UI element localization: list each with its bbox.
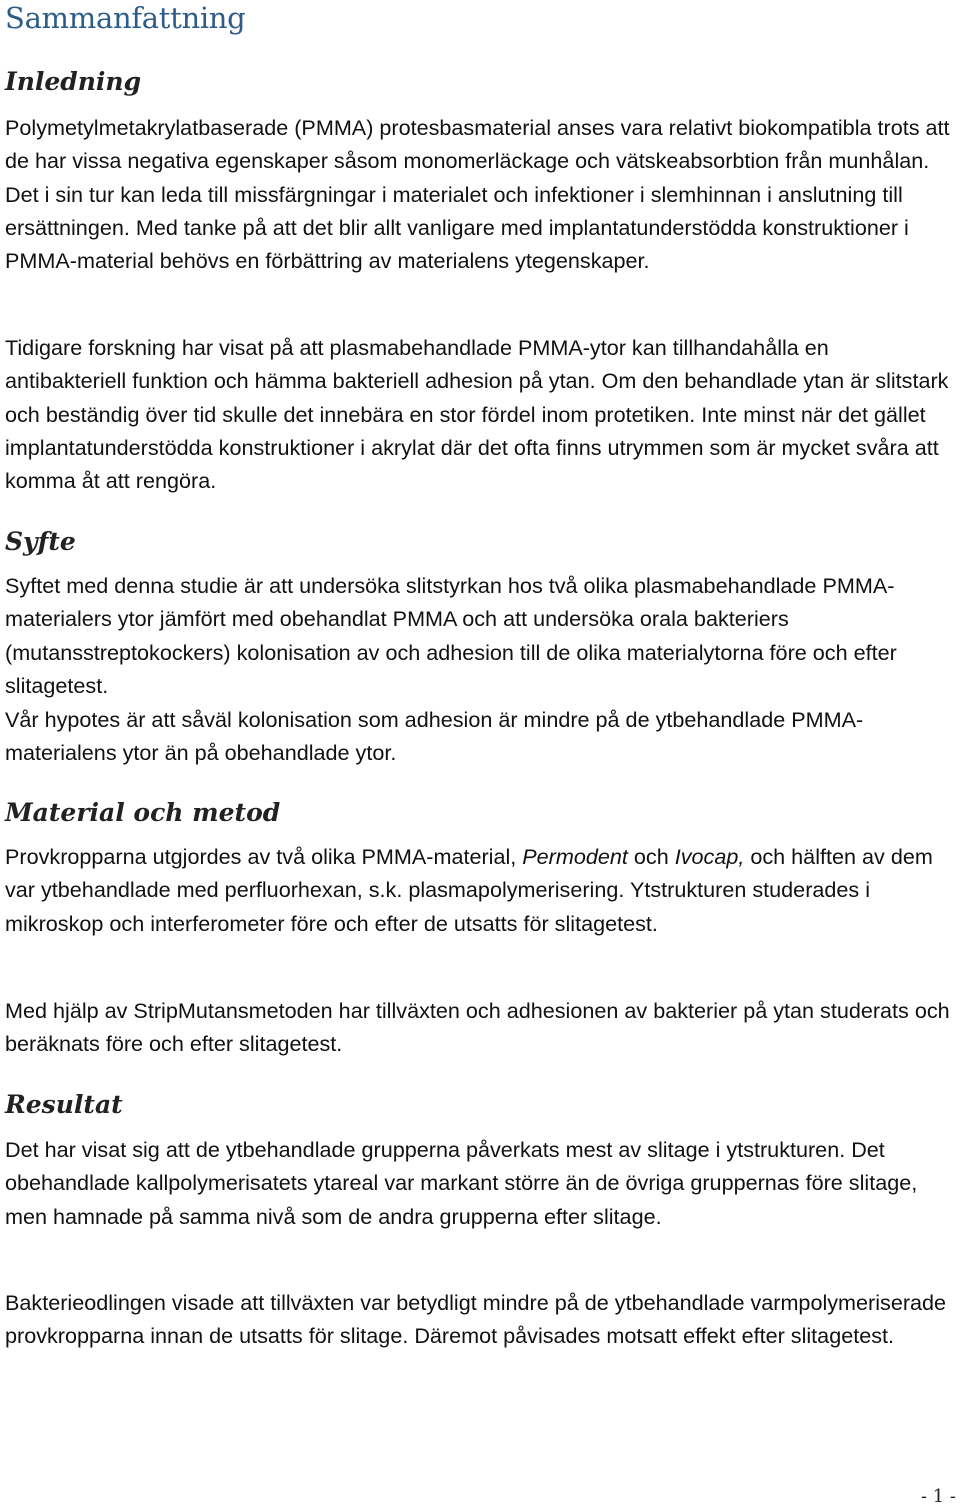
inledning-paragraph-2: Tidigare forskning har visat på att plasmabehandlade PMMA-ytor kan tillhandahålla en antibakteriell funktion och hämma bakteriell adhesion på ytan. Om den behandlade ytan är slitstark och beständig över tid skulle det innebära en stor fördel inom protetiken. Inte minst när det gället implantatunderstödda konstruktioner i akrylat där det ofta finns utrymmen som är mycket svåra att komma åt att rengöra. (5, 335, 949, 494)
resultat-paragraph-1: Det har visat sig att de ytbehandlade grupperna påverkats mest av slitage i ytstrukturen. Det obehandlade kallpolymerisatets ytareal var markant större än de övriga gruppernas före slitage, men hamnade på samma nivå som de andra grupperna efter slitage. (5, 1137, 918, 1229)
page-title: Sammanfattning (5, 1, 246, 35)
material-p1-text-b: och (627, 844, 675, 869)
syfte-paragraph-2: Vår hypotes är att såväl kolonisation som adhesion är mindre på de ytbehandlade PMMA-materialens ytor än på obehandlade ytor. (5, 707, 864, 766)
material-ivocap: Ivocap, (674, 844, 745, 869)
material-p1-text-c: och hälften av dem var ytbehandlade med perfluorhexan, s.k. plasmapolymerisering. Ytstrukturen studerades i mikroskop och interferometer före och efter de utsatts för slitagetest. (5, 844, 933, 936)
heading-material-och-metod: Material och metod (5, 798, 281, 827)
material-paragraph-2: Med hjälp av StripMutansmetoden har tillväxten och adhesionen av bakterier på ytan studerats och beräknats före och efter slitagetest. (5, 998, 950, 1057)
material-paragraph-1 (5, 840, 955, 940)
inledning-paragraph-1: Polymetylmetakrylatbaserade (PMMA) protesbasmaterial anses vara relativt biokompatibla trots att de har vissa negativa egenskaper såsom monomerläckage och vätskeabsorbtion från munhålan. Det i sin tur kan leda till missfärgningar i materialet och infektioner i slemhinnan i anslutning till ersättningen. Med tanke på att det blir allt vanligare med implantatunderstödda konstruktioner i PMMA-material behövs en förbättring av materialens ytegenskaper. (5, 115, 950, 274)
heading-syfte: Syfte (5, 527, 76, 556)
heading-resultat: Resultat (5, 1090, 123, 1119)
heading-inledning: Inledning (5, 67, 142, 96)
material-permodent: Permodent (522, 844, 628, 869)
resultat-paragraph-2: Bakterieodlingen visade att tillväxten var betydligt mindre på de ytbehandlade varmpolymeriserade provkropparna innan de utsatts för slitage. Däremot påvisades motsatt effekt efter slitagetest. (5, 1290, 947, 1349)
syfte-paragraph-1: Syftet med denna studie är att undersöka slitstyrkan hos två olika plasmabehandlade PMMA-materialers ytor jämfört med obehandlat PMMA och att undersöka orala bakteriers (mutansstreptokockers) kolonisation av och adhesion till de olika materialytorna före och efter slitagetest. (5, 573, 897, 698)
material-p1-text-a: Provkropparna utgjordes av två olika PMMA-material, (5, 844, 523, 869)
page-number: - 1 - (920, 1486, 956, 1507)
